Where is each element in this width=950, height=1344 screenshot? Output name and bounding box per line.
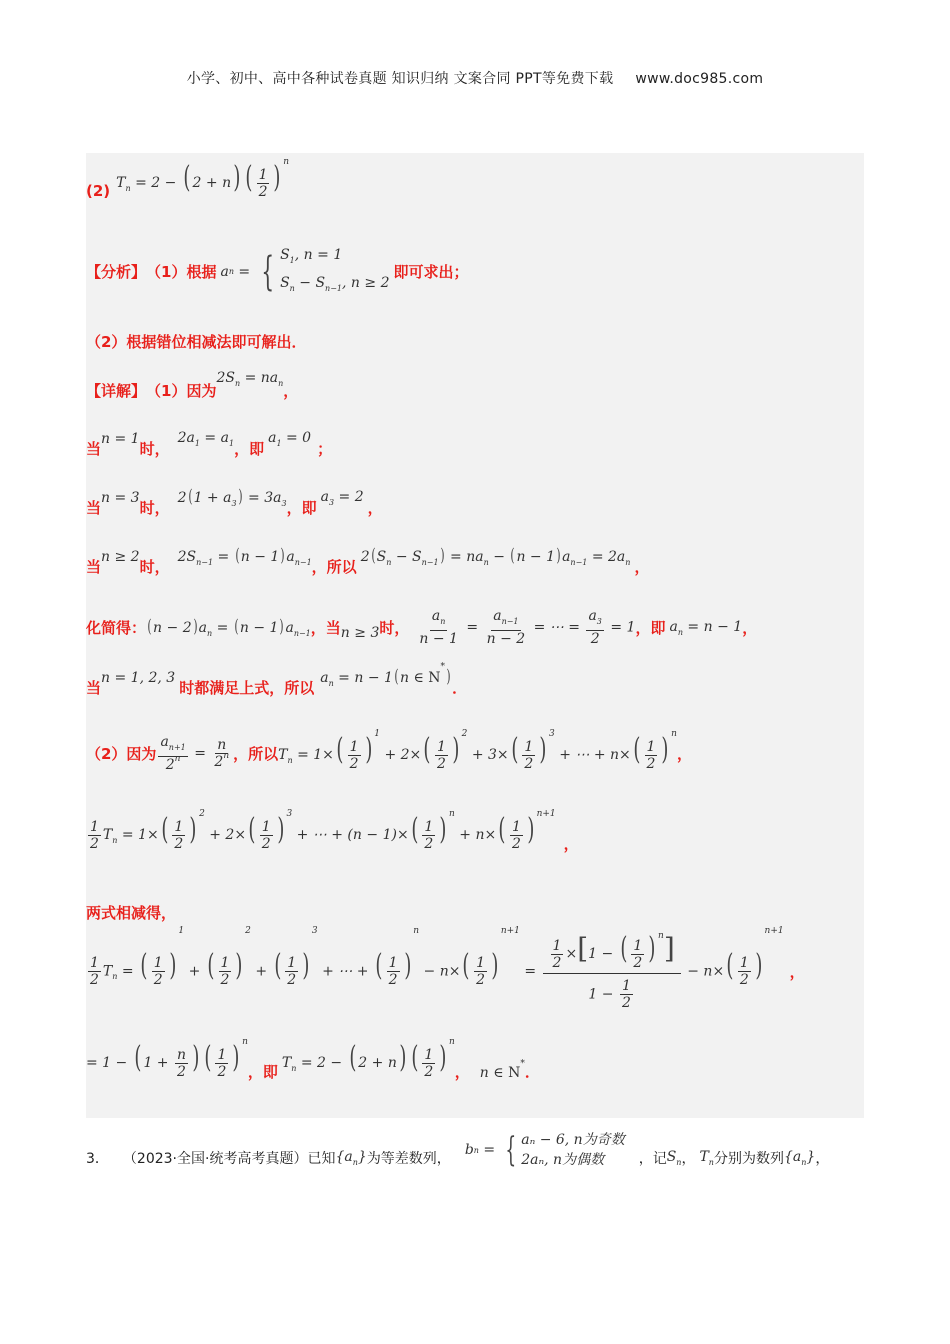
simplify-label: 化简得： [86, 618, 147, 637]
dang: 当 [86, 558, 102, 576]
shi: 时， [379, 618, 410, 637]
q3-text2: ，记 [638, 1151, 667, 1167]
eq-final-1: = 1 − ( 1 + $\frac{n}{2}$ ) ( $\frac{1}{2}$ ) $^n$ [86, 1037, 248, 1080]
period: ． [524, 1062, 540, 1081]
eq-a1: $a_1 = 0$ [268, 429, 312, 448]
subtract-label: 两式相减得， [86, 904, 177, 922]
detail-final [86, 1037, 540, 1082]
comma: ， [367, 499, 383, 517]
eq-tn-sum: $T_n = 1\times$( $\frac{1}{2}$ ) $^1$ + 2×( $\frac{1}{2}$ ) $^2$ + 3×( $\frac{1}{2}$ ) $^3$ + ⋯ + n×( $\frac{1}{2}$ ) $^n$ [278, 729, 677, 772]
piecewise-formula: a n = { $S_1$, n = 1 $S_n - S_{n-1}$, n ≥ 2 [220, 247, 390, 295]
comma: ， [454, 1062, 470, 1081]
eq-2-1a3: $2(1 + a_3) = 3a_3$ [177, 485, 287, 508]
analysis-p1-prefix: （1）根据 [146, 263, 217, 282]
detail-p2-line [86, 729, 692, 773]
header-text: 小学、初中、高中各种试卷真题 知识归纳 文案合同 PPT等免费下载 [186, 71, 614, 87]
q3-case2: 2aₙ, n为偶数 [521, 1152, 605, 1168]
q3-source: （2023·全国·统考高考真题）已知 [122, 1151, 336, 1167]
eq-n123: n = 1, 2, 3 [101, 669, 176, 686]
analysis-tag: 【分析】 [86, 263, 147, 282]
q3-sn: $S_n$ [666, 1149, 682, 1167]
shi: 时， [139, 499, 170, 517]
eq-n3: n = 3 [101, 489, 140, 506]
eq-an: $a_n = n - 1$ [669, 618, 743, 637]
dang: 当 [86, 499, 102, 517]
page-header [0, 68, 950, 88]
detail-subtract [86, 902, 176, 923]
eq-an-final: $a_n = n - 1(n$ ∈ N*) [320, 661, 451, 688]
detail-conclusion [86, 661, 468, 697]
eq-a3: $a_3 = 2$ [320, 488, 364, 507]
q3-an-set-2: $\{a_n\}$ [783, 1149, 816, 1167]
ji: ，即 [286, 499, 317, 517]
part2-answer [86, 157, 289, 201]
analysis-p1-suffix: 即可求出； [393, 263, 469, 282]
ji2: ，即 [635, 618, 666, 637]
comma: ， [789, 962, 805, 981]
q3-bn-piecewise: b n = { aₙ − 6, n为奇数 2aₙ, n为偶数 [464, 1130, 625, 1170]
detail-simplify [86, 608, 757, 647]
header-url[interactable]: www.doc985.com [635, 71, 764, 87]
comma: ， [283, 382, 299, 400]
ji: ，即 [247, 1062, 278, 1081]
part2-label: (2) [86, 182, 111, 201]
detail-line-1 [86, 369, 299, 400]
eq-ratio: $\frac{a_{n+1}}{2^n}$ = $\frac{n}{2^n}$ [160, 734, 230, 773]
eq-ratio-chain: $\frac{a_n}{n - 1}$ = $\frac{a_{n-1}}{n - 2}$ = ⋯ = $\frac{a_3}{2}$ = 1 [419, 608, 636, 647]
detail-line-n3 [86, 485, 383, 517]
comma: ， [563, 834, 579, 853]
eq-simplify: $(n - 2)a_n = (n - 1)a_{n-1}$ [147, 615, 311, 638]
eq-n1: n = 1 [101, 430, 140, 447]
p2-prefix: （2）因为 [86, 744, 157, 763]
period: ． [452, 679, 468, 697]
detail-subtract-eq [86, 926, 805, 1011]
shi: 时， [139, 558, 170, 576]
q3-number: 3． [86, 1151, 109, 1167]
all-satisfy: 时都满足上式，所以 [179, 679, 315, 697]
q3-case1: aₙ − 6, n为奇数 [521, 1132, 625, 1148]
q3-text3: ， [681, 1151, 696, 1167]
suoyi: ，所以 [233, 744, 279, 763]
detail-half-tn [86, 809, 579, 853]
eq-n-in-N: n ∈ N* [479, 1059, 525, 1082]
detail-p1-prefix: （1）因为 [146, 382, 217, 400]
eq-nge3: n ≥ 3 [340, 625, 380, 642]
analysis-line [86, 244, 469, 300]
eq-2sn1: $2S_{n-1} = (n - 1)a_{n-1}$ [177, 544, 312, 567]
eq-half-tn: $\frac{1}{2}$ $T_n = 1\times$( $\frac{1}{2}$ ) $^2$ + 2×( $\frac{1}{2}$ ) $^3$ + ⋯ + (n − 1)×( $\frac{1}{2}$ ) $^n$ + n×( $\frac{1}{2}$ ) $^{n+1}$ [90, 809, 556, 852]
dang: 当 [86, 440, 102, 458]
detail-line-n2 [86, 544, 650, 576]
q3-text1: 为等差数列， [366, 1151, 451, 1167]
q3-text4: 分别为数列 [713, 1151, 784, 1167]
q3-tn: $T_n$ [699, 1149, 714, 1167]
q3-an-set: $\{a_n\}$ [335, 1149, 367, 1167]
analysis-p2 [86, 331, 306, 352]
eq-2sn: $2S_n = na_n$ [216, 369, 284, 388]
comma: ， [742, 618, 758, 637]
question-3 [86, 1130, 829, 1170]
eq-final-tn: $T_n = 2$ − ( 2 + n) ( $\frac{1}{2}$ ) $^n$ [281, 1037, 455, 1080]
eq-nge2: n ≥ 2 [101, 548, 140, 565]
comma: ， [676, 744, 692, 763]
ji: ，即 [234, 440, 265, 458]
eq-2a1: $2a_1 = a_1$ [177, 429, 235, 448]
shi: 时， [139, 440, 170, 458]
semi: ； [317, 440, 333, 458]
part2-formula: $T_n = 2$ − ( 2 + n) ( $\frac{1}{2}$ ) $^n$ [116, 157, 289, 200]
suoyi: ，所以 [311, 558, 357, 576]
detail-line-n1 [86, 428, 333, 458]
detail-tag: 【详解】 [86, 382, 147, 400]
comma: ， [634, 558, 650, 576]
analysis-p2-text: （2）根据错位相减法即可解出． [86, 333, 307, 351]
eq-subtract: $\frac{1}{2}$ $T_n$ = ( $\frac{1}{2}$ )$^1$ + ( $\frac{1}{2}$ )$^2$ + ( $\frac{1}{2}$ )$^3$ + ⋯ + ( $\frac{1}{2}$ )$^n$ − n×( $\frac{1}{2}$ )$^{n+1}$ = $\frac{1}{2}$ ×[1 − ( $\frac{1}{2}$ ) $^n$] 1 − $\frac{1}{2}$ − n×( $\frac{1}{2}$ )$^{n+1}$ [90, 926, 784, 1011]
dang: 当 [86, 679, 102, 697]
q3-text5: ， [815, 1151, 830, 1167]
dang2: ，当 [310, 618, 341, 637]
eq-diff: $2(S_n - S_{n-1}) = na_n - (n - 1)a_{n-1} = 2a_n$ [360, 544, 631, 567]
